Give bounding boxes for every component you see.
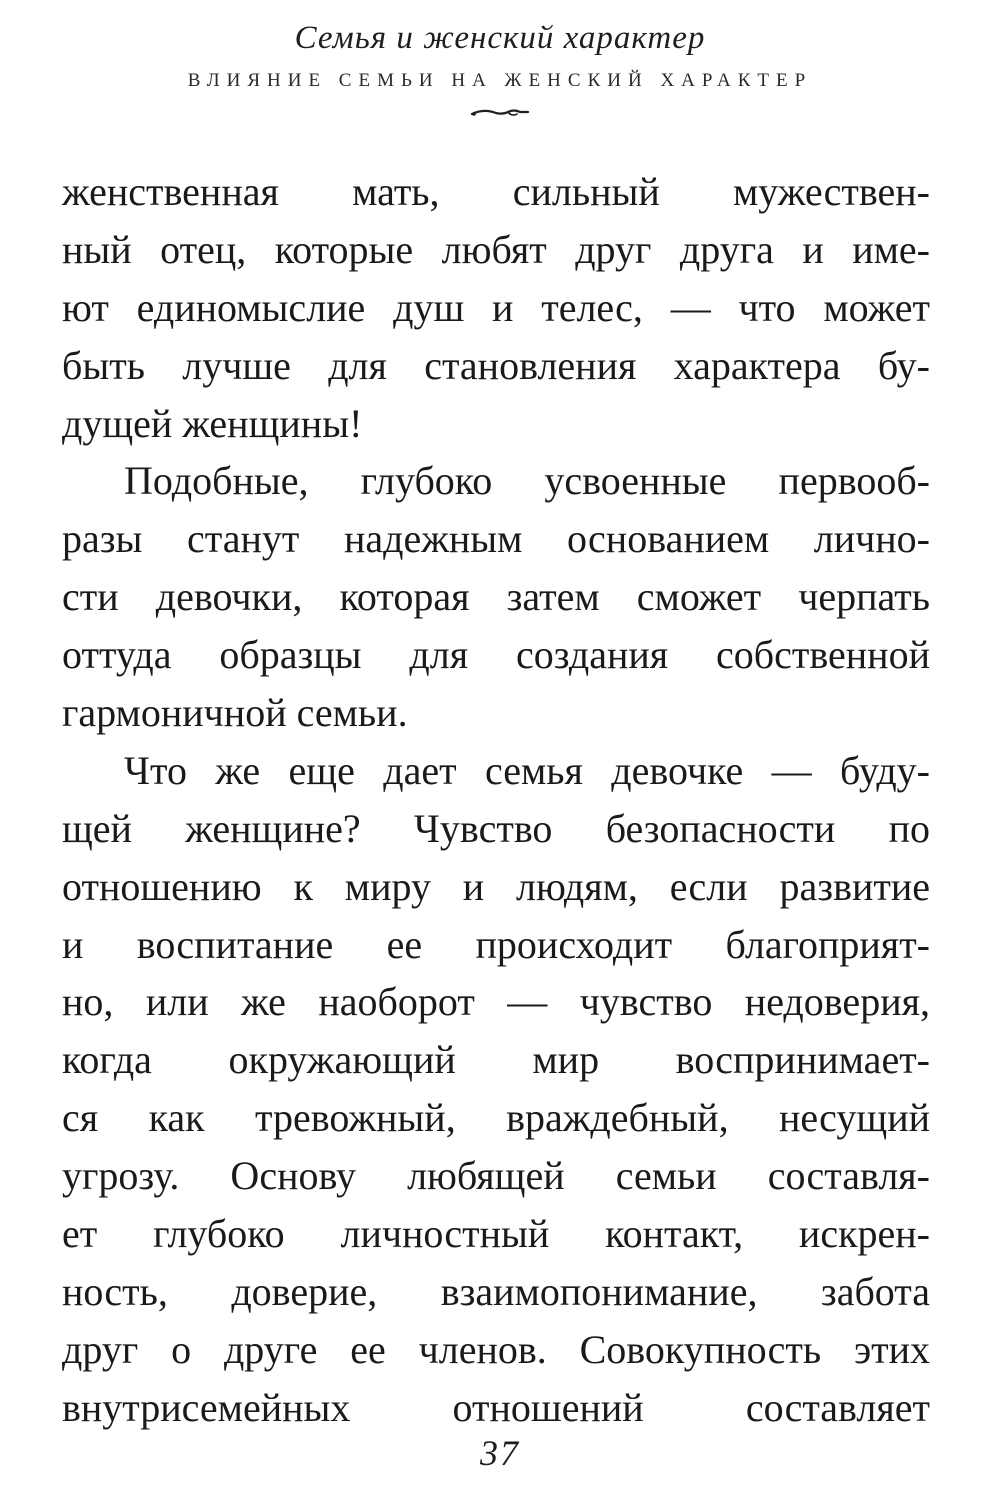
text-line: внутрисемейных отношений составляет (62, 1384, 930, 1430)
paragraph (62, 742, 930, 1437)
text-line: когда окружающий мир воспринимает- (62, 1037, 930, 1083)
text-line: ся как тревожный, враждебный, несущий (62, 1095, 930, 1141)
text-line: друг о друге ее членов. Совокупность этих (62, 1326, 930, 1372)
text-line: ность, доверие, взаимопонимание, забота (62, 1268, 930, 1314)
text-line: оттуда образцы для создания собственной (62, 632, 930, 678)
text-line: угрозу. Основу любящей семьи составля- (62, 1153, 930, 1199)
text-line: отношению к миру и людям, если развитие (62, 863, 930, 909)
text-line: Что же еще дает семья девочке — буду- (124, 747, 930, 793)
text-line: щей женщине? Чувство безопасности по (62, 805, 930, 851)
text-line: и воспитание ее происходит благоприят- (62, 921, 930, 967)
body-text (62, 163, 930, 1437)
text-line: женственная мать, сильный мужествен- (62, 169, 930, 214)
chapter-title: ВЛИЯНИЕ СЕМЬИ НА ЖЕНСКИЙ ХАРАКТЕР (187, 70, 813, 91)
text-line: разы станут надежным основанием лично- (62, 516, 930, 562)
text-line: Подобные, глубоко усвоенные первооб- (124, 458, 930, 504)
text-line: но, или же наоборот — чувство недоверия, (62, 979, 930, 1025)
text-line: ный отец, которые любят друг друга и име- (62, 226, 930, 272)
text-line: ют единомыслие душ и телес, — что может (62, 284, 930, 330)
book-title: Семья и женский характер (294, 20, 706, 56)
text-line: сти девочки, которая затем сможет черпать (62, 574, 930, 620)
text-line: гармоничной семьи. (62, 690, 408, 736)
paragraph (62, 163, 930, 452)
text-line: быть лучше для становления характера бу- (62, 342, 930, 388)
flourish-ornament-icon (470, 106, 530, 120)
paragraph (62, 452, 930, 741)
text-line: дущей женщины! (62, 400, 363, 446)
page-number: 37 (480, 1433, 520, 1473)
running-head (0, 18, 1000, 120)
text-line: ет глубоко личностный контакт, искрен- (62, 1211, 930, 1257)
